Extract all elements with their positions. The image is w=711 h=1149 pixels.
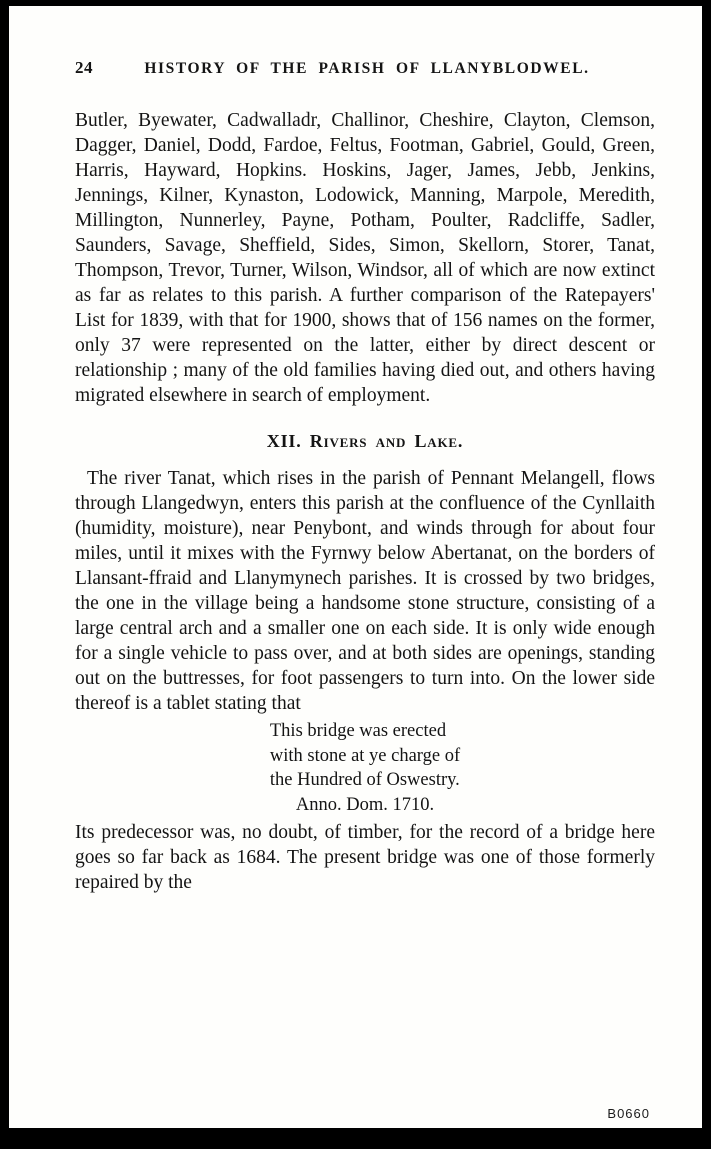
tablet-line-1: This bridge was erected	[269, 721, 447, 741]
scan-reference-code: B0660	[607, 1106, 650, 1121]
tablet-line-2: with stone at ye charge of	[269, 745, 461, 766]
body-paragraph-3: Its predecessor was, no doubt, of timber, for the record of a bridge here goes so far back as 1684. The present bridge was one of those formerly repaired by the	[75, 822, 655, 893]
page-header	[75, 58, 655, 78]
tablet-line-3: the Hundred of Oswestry.	[269, 770, 460, 790]
page-number: 24	[75, 58, 93, 77]
page	[9, 6, 702, 1128]
running-title: HISTORY OF THE PARISH OF LLANYBLODWEL.	[144, 60, 590, 77]
section-heading: XII. Rivers and Lake.	[266, 431, 464, 451]
body-paragraph-1: Butler, Byewater, Cadwalladr, Challinor, Cheshire, Clayton, Clemson, Dagger, Daniel, Dodd, Fardoe, Feltus, Footman, Gabriel, Gould, Green, Harris, Hayward, Hopkins. Hoskins, Jager, James, Jebb, Jenkins, Jennings, Kilner, Kynaston, Lodowick, Manning, Marpole, Meredith, Millington, Nunnerley, Payne, Potham, Poulter, Radcliffe, Sadler, Saunders, Savage, Sheffield, Sides, Simon, Skellorn, Storer, Tanat, Thompson, Trevor, Turner, Wilson, Windsor, all of which are now extinct as far as relates to this parish. A further comparison of the Ratepayers' List for 1839, with that for 1900, shows that of 156 names on the former, only 37 were represented on the latter, either by direct descent or relationship ; many of the old families having died out, and others having migrated elsewhere in search of employment.	[75, 110, 655, 406]
tablet-line-4: Anno. Dom. 1710.	[295, 794, 435, 815]
body-paragraph-2: The river Tanat, which rises in the parish of Pennant Melangell, flows through Llangedwyn, enters this parish at the confluence of the Cynllaith (humidity, moisture), near Penybont, and winds through for about four miles, until it mixes with the Fyrnwy below Abertanat, on the borders of Llansant-ffraid and Llanymynech parishes. It is crossed by two bridges, the one in the village being a handsome stone structure, consisting of a large central arch and a smaller one on each side. It is only wide enough for a single vehicle to pass over, and at both sides are openings, standing out on the buttresses, for foot passengers to turn into. On the lower side thereof is a tablet stating that	[75, 468, 655, 714]
tablet-inscription-block	[270, 719, 460, 817]
tablet-inscription	[75, 719, 655, 817]
page-content	[9, 6, 702, 895]
